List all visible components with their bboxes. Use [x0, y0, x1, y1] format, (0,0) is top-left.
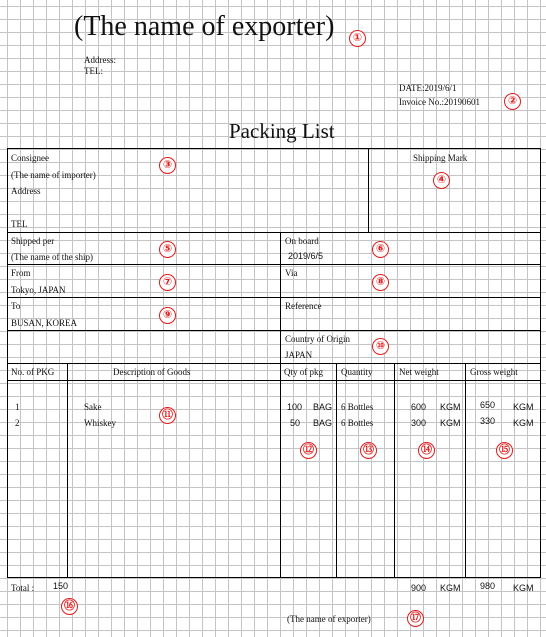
rule	[7, 297, 541, 298]
total-gross-unit: KGM	[513, 583, 534, 593]
marker-12: ⑫	[300, 442, 317, 459]
rule	[394, 363, 395, 577]
col-header-quantity: Quantity	[341, 367, 373, 377]
exporter-signature: (The name of exporter)	[287, 614, 371, 624]
rule	[7, 148, 8, 578]
rule	[7, 232, 541, 233]
rule	[368, 148, 369, 232]
marker-1: ①	[349, 30, 366, 47]
rule	[7, 363, 541, 364]
ship-name: (The name of the ship)	[11, 252, 93, 262]
item-description: Sake	[84, 402, 102, 412]
on-board-label: On board	[285, 236, 319, 246]
item-gross-weight: 650	[480, 400, 496, 410]
marker-7: ⑦	[159, 274, 176, 291]
item-qty: 50	[290, 418, 301, 428]
item-description: Whiskey	[84, 418, 116, 428]
col-header-gross-weight: Gross weight	[470, 367, 518, 377]
document-date: DATE:2019/6/1	[399, 83, 457, 93]
item-gross-unit: KGM	[513, 402, 534, 412]
consignee-tel-label: TEL	[11, 219, 28, 229]
rule	[7, 380, 541, 381]
col-header-qty-of-pkg: Qty of pkg	[284, 367, 323, 377]
rule	[336, 363, 337, 577]
item-no: 2	[15, 418, 20, 428]
marker-5: ⑤	[159, 241, 176, 258]
rule	[280, 363, 281, 577]
total-label: Total :	[11, 583, 35, 593]
from-label: From	[11, 268, 31, 278]
item-gross-weight: 330	[480, 416, 496, 426]
item-pkg-unit: BAG	[313, 418, 333, 428]
marker-10: ⑩	[372, 338, 389, 355]
item-net-unit: KGM	[440, 418, 461, 428]
item-net-weight: 600	[411, 402, 427, 412]
item-quantity: 6 Bottles	[341, 402, 374, 412]
col-header-no-of-pkg: No. of PKG	[11, 367, 55, 377]
rule	[280, 232, 281, 363]
rule	[7, 577, 541, 578]
marker-14: ⑭	[418, 442, 435, 459]
item-no: 1	[15, 402, 20, 412]
on-board-date: 2019/6/5	[288, 251, 324, 261]
total-net-weight: 900	[411, 583, 427, 593]
reference-label: Reference	[285, 301, 322, 311]
marker-13: ⑬	[360, 442, 377, 459]
importer-name: (The name of importer)	[11, 170, 96, 180]
col-header-net-weight: Net weight	[399, 367, 439, 377]
marker-2: ②	[504, 93, 521, 110]
total-gross-weight: 980	[480, 581, 496, 591]
rule	[7, 264, 541, 265]
to-value: BUSAN, KOREA	[11, 318, 78, 328]
to-label: To	[11, 301, 21, 311]
document-title: Packing List	[229, 119, 335, 143]
country-of-origin-value: JAPAN	[285, 350, 313, 360]
rule	[67, 363, 68, 577]
item-net-unit: KGM	[440, 402, 461, 412]
item-gross-unit: KGM	[513, 418, 534, 428]
consignee-label: Consignee	[11, 153, 49, 163]
item-pkg-unit: BAG	[313, 402, 333, 412]
rule	[7, 148, 541, 149]
marker-16: ⑯	[61, 598, 78, 615]
via-label: Via	[285, 268, 298, 278]
marker-17: ⑰	[407, 610, 424, 627]
rule	[7, 330, 541, 331]
exporter-title: (The name of exporter)	[74, 11, 335, 42]
shipped-per-label: Shipped per	[11, 236, 55, 246]
from-value: Tokyo, JAPAN	[11, 285, 66, 295]
consignee-address-label: Address	[11, 186, 41, 196]
marker-3: ③	[159, 157, 176, 174]
item-net-weight: 300	[411, 418, 427, 428]
exporter-address-label: Address:	[84, 55, 116, 65]
total-pkg: 150	[53, 581, 69, 591]
rule	[465, 363, 466, 577]
invoice-number: Invoice No.:20190601	[399, 97, 480, 107]
item-quantity: 6 Bottles	[341, 418, 374, 428]
marker-6: ⑥	[372, 241, 389, 258]
exporter-tel-label: TEL:	[84, 66, 103, 76]
country-of-origin-label: Country of Origin	[285, 334, 350, 344]
col-header-description: Description of Goods	[113, 367, 191, 377]
marker-4: ④	[433, 172, 450, 189]
marker-11: ⑪	[159, 407, 176, 424]
marker-9: ⑨	[159, 307, 176, 324]
total-net-unit: KGM	[440, 583, 461, 593]
marker-15: ⑮	[496, 442, 513, 459]
item-qty: 100	[287, 402, 303, 412]
shipping-mark-label: Shipping Mark	[413, 153, 468, 163]
rule	[540, 148, 541, 578]
marker-8: ⑧	[372, 274, 389, 291]
